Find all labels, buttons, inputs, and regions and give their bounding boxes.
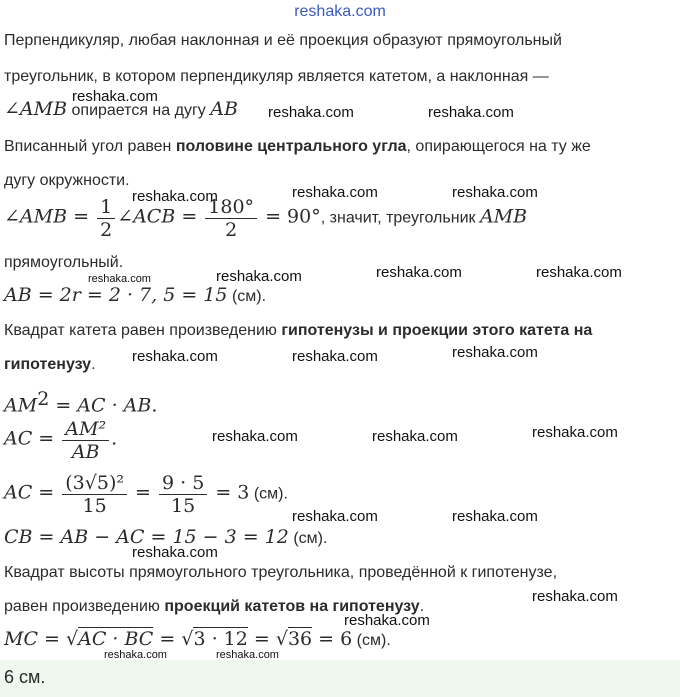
answer-text: 6 см. [4, 667, 46, 687]
fraction [159, 472, 207, 517]
bold-text: проекций катетов на гипотенузу [164, 598, 420, 615]
text: , опирающегося на ту же [406, 138, 591, 155]
answer-box [0, 660, 680, 697]
math: MC = √ [4, 628, 79, 650]
text: Вписанный угол равен [4, 138, 176, 155]
math: . [111, 427, 118, 450]
watermark: reshaka.com [452, 184, 538, 201]
denominator: 15 [82, 495, 107, 517]
radicand: 3 · 12 [193, 628, 248, 650]
math: CB = AB − AC = 15 − 3 = 12 [4, 526, 289, 548]
math: AC = [4, 427, 61, 450]
fraction [62, 418, 109, 463]
math: = √ [153, 628, 194, 650]
header-watermark: reshaka.com [294, 3, 386, 20]
watermark: reshaka.com [212, 428, 298, 445]
text-arc: опирается на дугу [67, 102, 211, 119]
watermark: reshaka.com [132, 348, 218, 365]
watermark: reshaka.com [344, 612, 430, 629]
watermark: reshaka.com [376, 264, 462, 281]
math-angle-amb: ∠AMB [4, 98, 68, 120]
watermark: reshaka.com [88, 273, 151, 285]
watermark: reshaka.com [132, 188, 218, 205]
equation-5 [4, 472, 288, 517]
math: = 3 [209, 481, 250, 504]
watermark: reshaka.com [428, 104, 514, 121]
watermark: reshaka.com [292, 508, 378, 525]
watermark: reshaka.com [72, 88, 158, 105]
math: = [129, 481, 157, 504]
equation-7 [4, 628, 391, 650]
watermark: reshaka.com [536, 264, 622, 281]
paragraph-2b: дугу окружности. [4, 172, 130, 189]
numerator: (3√5)² [62, 472, 127, 495]
equation-2 [4, 284, 266, 306]
watermark: reshaka.com [452, 508, 538, 525]
bold-text: гипотенузы и проекции этого катета на [281, 322, 593, 339]
radicand: AC · BC [78, 628, 154, 650]
watermark: reshaka.com [452, 344, 538, 361]
text: , значит, треугольник [320, 209, 480, 227]
numerator: 1 [97, 196, 115, 219]
equation-3 [4, 388, 157, 416]
watermark: reshaka.com [532, 424, 618, 441]
superscript: 2 [37, 388, 50, 410]
watermark: reshaka.com [532, 588, 618, 605]
bold-text: половине центрального угла [175, 138, 407, 155]
radicand: 36 [287, 628, 313, 650]
denominator: 2 [225, 219, 238, 241]
paragraph-5a: Квадрат высоты прямоугольного треугольника, проведённой к гипотенузе, [4, 564, 558, 581]
math: AB = 2r = 2 · 7, 5 = 15 [4, 284, 228, 306]
numerator: AM² [62, 418, 109, 441]
watermark: reshaka.com [132, 544, 218, 561]
math: = 6 [312, 628, 353, 650]
text: . [91, 356, 96, 373]
watermark: reshaka.com [216, 268, 302, 285]
watermark: reshaka.com [268, 104, 354, 121]
watermark: reshaka.com [372, 428, 458, 445]
unit: (см). [352, 632, 391, 649]
math: AM [4, 394, 38, 417]
denominator: 2 [100, 219, 113, 241]
denominator: 15 [171, 495, 196, 517]
equation-4 [4, 418, 117, 463]
numerator: 9 · 5 [159, 472, 207, 495]
text: . [419, 598, 425, 615]
fraction [62, 472, 127, 517]
math: = AC · AB. [49, 394, 158, 417]
paragraph-4b [4, 356, 96, 374]
unit: (см). [227, 288, 267, 305]
math: ∠ACB = [117, 205, 204, 228]
math: AC = [4, 481, 61, 504]
paragraph-4a [4, 322, 592, 340]
text: Квадрат катета равен произведению [4, 322, 282, 339]
numerator: 180° [205, 196, 257, 219]
equation-1 [4, 196, 527, 241]
watermark: reshaka.com [292, 348, 378, 365]
math: ∠AMB = [4, 205, 96, 228]
paragraph-1a: Перпендикуляр, любая наклонная и её проекция образуют прямоугольный [4, 32, 562, 49]
math: = 90° [259, 205, 321, 228]
math: AMB [479, 205, 528, 228]
denominator: AB [71, 441, 100, 463]
watermark: reshaka.com [292, 184, 378, 201]
fraction [97, 196, 115, 241]
unit: (см). [249, 485, 288, 503]
paragraph-2a [4, 138, 591, 156]
math-ab: AB [210, 98, 238, 120]
paragraph-1b: треугольник, в котором перпендикуляр является катетом, а наклонная — [4, 68, 549, 85]
math: = √ [247, 628, 288, 650]
paragraph-3: прямоугольный. [4, 254, 124, 271]
text: равен произведению [4, 598, 165, 615]
unit: (см). [288, 530, 328, 547]
watermark: reshaka.com [104, 649, 167, 661]
watermark: reshaka.com [216, 649, 279, 661]
bold-text: гипотенузу [4, 356, 92, 373]
